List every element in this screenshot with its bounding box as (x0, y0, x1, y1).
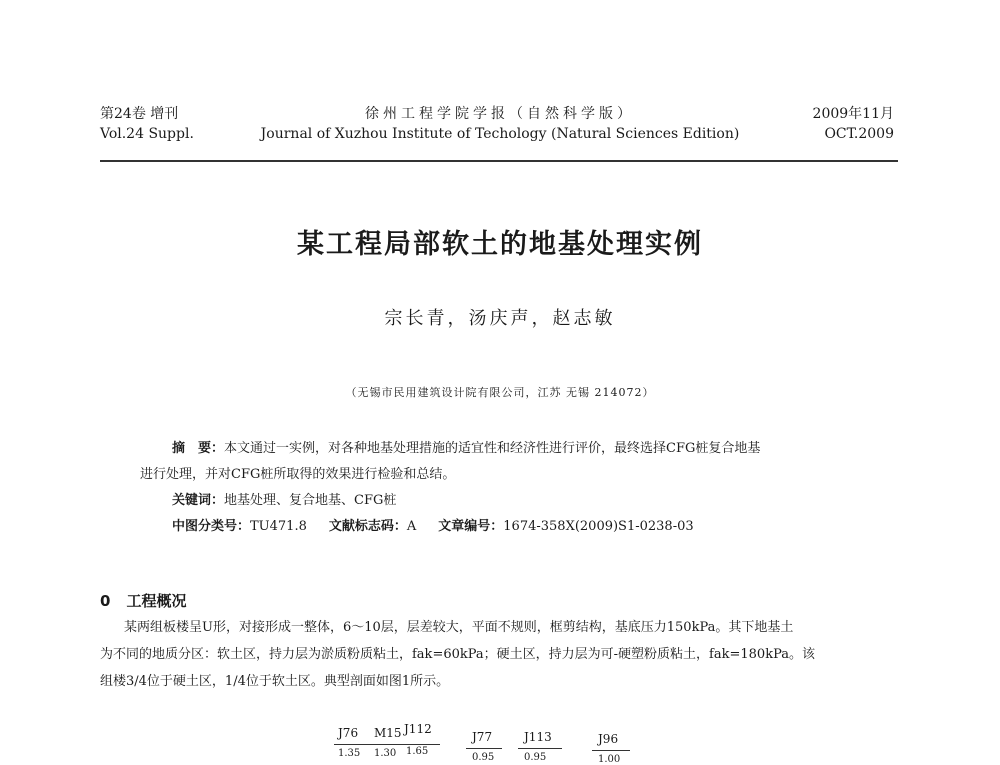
section-body (100, 614, 898, 695)
keywords-label: 关键词： (172, 493, 225, 508)
fig-underline-1 (334, 744, 440, 745)
author-affiliation: （无锡市民用建筑设计院有限公司，江苏 无锡 214072） (345, 386, 655, 399)
fig-label-j113: J113 (524, 730, 552, 744)
volume-cn: 第24卷 增刊 (100, 106, 179, 122)
abstract-line-1 (140, 436, 880, 462)
doc-code-value: A (406, 519, 417, 534)
article-no-value: 1674-358X(2009)S1-0238-03 (503, 519, 694, 534)
abstract-text-2: 进行处理，并对CFG桩所取得的效果进行检验和总结。 (140, 467, 456, 482)
journal-name-en: Journal of Xuzhou Institute of Techology (Natural Sciences Edition) (260, 126, 740, 142)
body-line-2: 为不同的地质分区：软土区，持力层为淤质粉质粘土，fak=60kPa；硬土区，持力层为可-硬塑粉质粘土，fak=180kPa。该 (100, 647, 815, 662)
fig-underline-3 (518, 748, 562, 749)
fig-value-j76: 1.35 (338, 748, 361, 759)
abstract-line-2 (140, 462, 880, 488)
header-divider (100, 160, 898, 162)
article-no-label: 文章编号： (438, 519, 504, 534)
clc-value: TU471.8 (250, 519, 307, 534)
journal-name-cn: 徐州工程学院学报（自然科学版） (365, 106, 635, 122)
paper-title: 某工程局部软土的地基处理实例 (297, 229, 703, 260)
abstract-label: 摘 要： (172, 441, 225, 456)
doc-code-label: 文献标志码： (328, 519, 407, 534)
clc-label: 中图分类号： (172, 519, 251, 534)
abstract-block (140, 436, 880, 540)
volume-en: Vol.24 Suppl. (100, 126, 194, 142)
fig-label-j77: J77 (472, 730, 493, 744)
fig-value-j112: 1.65 (406, 746, 429, 757)
abstract-text-1: 本文通过一实例，对各种地基处理措施的适宜性和经济性进行评价，最终选择CFG桩复合地基 (224, 441, 761, 456)
fig-value-m15: 1.30 (374, 748, 397, 759)
classification-line (140, 514, 880, 540)
fig-label-j96: J96 (598, 732, 619, 746)
fig-underline-4 (592, 750, 630, 751)
journal-name-header (250, 104, 750, 144)
paper-authors: 宗长青，汤庆声，赵志敏 (384, 308, 616, 329)
keywords-value: 地基处理、复合地基、CFG桩 (224, 493, 397, 508)
fig-value-j77: 0.95 (472, 752, 495, 763)
keywords-line (140, 488, 880, 514)
figure-1-section (330, 722, 630, 765)
body-line-1: 某两组板楼呈U形，对接形成一整体，6～10层，层差较大，平面不规则，框剪结构，基底压力150kPa。其下地基土 (124, 620, 794, 635)
date-en: OCT.2009 (824, 126, 894, 142)
fig-label-m15: M15 (374, 726, 402, 740)
fig-underline-2 (466, 748, 502, 749)
section-heading (100, 590, 186, 611)
journal-date-header (813, 104, 894, 144)
fig-value-j113: 0.95 (524, 752, 547, 763)
body-line-3: 组楼3/4位于硬土区，1/4位于软土区。典型剖面如图1所示。 (100, 674, 450, 689)
date-cn: 2009年11月 (812, 106, 894, 122)
journal-volume-header (100, 104, 194, 144)
fig-label-j76: J76 (338, 726, 359, 740)
section-number: 0 (100, 592, 111, 610)
fig-value-j96: 1.00 (598, 754, 621, 765)
section-title: 工程概况 (126, 592, 187, 610)
fig-label-j112: J112 (404, 722, 432, 736)
